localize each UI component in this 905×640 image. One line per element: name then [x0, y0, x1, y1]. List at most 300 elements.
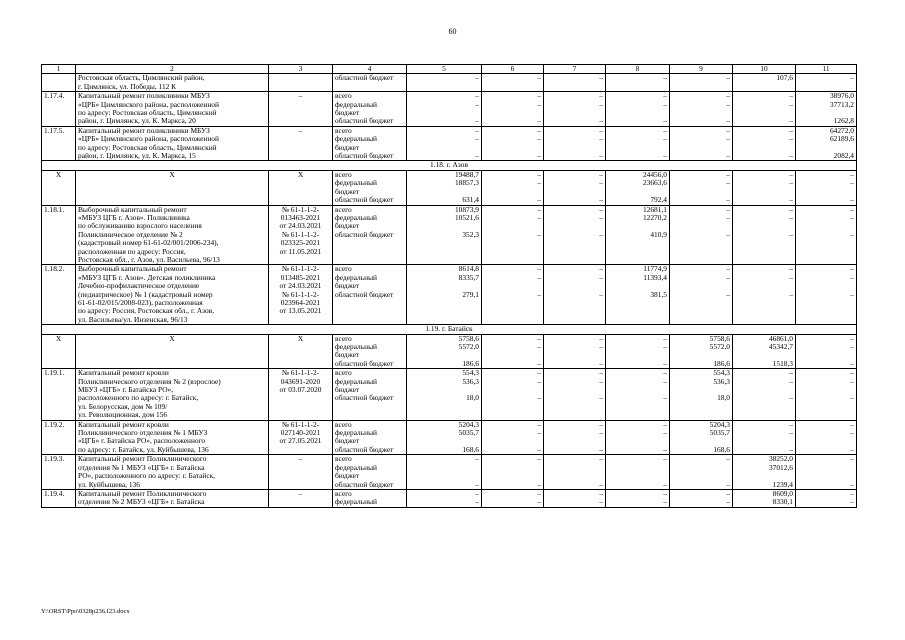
table-cell — [42, 135, 76, 143]
table-cell — [482, 437, 544, 445]
table-cell: – — [670, 498, 733, 507]
table-cell — [42, 231, 76, 239]
table-cell — [544, 239, 606, 247]
table-cell: – — [733, 446, 796, 455]
table-cell: – — [606, 126, 670, 135]
table-cell — [76, 351, 269, 359]
table-cell: федеральный — [333, 101, 407, 109]
table-cell: федеральный — [333, 214, 407, 222]
table-cell: областной бюджет — [333, 117, 407, 126]
table-cell — [670, 222, 733, 230]
table-cell: – — [670, 274, 733, 282]
table-cell: Выборочный капитальный ремонт — [76, 205, 269, 214]
table-cell: – — [482, 394, 544, 402]
table-cell: – — [482, 152, 544, 161]
table-cell: – — [407, 135, 482, 143]
table-cell: ул. Куйбышева, 136 — [76, 481, 269, 490]
table-cell: 631,4 — [407, 196, 482, 205]
table-cell: – — [482, 429, 544, 437]
table-cell — [482, 307, 544, 315]
table-cell — [733, 403, 796, 411]
table-cell: – — [606, 481, 670, 490]
table-cell: 19488,7 — [407, 170, 482, 179]
table-cell — [544, 437, 606, 445]
table-cell — [42, 472, 76, 480]
table-cell: федеральный — [333, 343, 407, 351]
table-cell: – — [544, 455, 606, 464]
table-cell — [269, 343, 333, 351]
table-cell — [333, 403, 407, 411]
table-cell: – — [482, 92, 544, 101]
table-cell — [269, 188, 333, 196]
table-cell: – — [670, 170, 733, 179]
table-cell: – — [733, 117, 796, 126]
table-cell: Х — [76, 170, 269, 179]
table-cell — [544, 464, 606, 472]
table-cell — [733, 282, 796, 290]
table-cell: – — [670, 265, 733, 274]
table-cell: – — [796, 360, 857, 369]
table-cell: – — [606, 343, 670, 351]
table-cell: 8330,1 — [733, 498, 796, 507]
table-cell: – — [733, 196, 796, 205]
table-cell: 023325-2021 — [269, 239, 333, 247]
table-cell — [42, 464, 76, 472]
table-cell — [670, 307, 733, 315]
table-cell: – — [796, 205, 857, 214]
table-cell: по адресу: г. Батайск, ул. Куйбышева, 136 — [76, 446, 269, 455]
table-cell — [42, 239, 76, 247]
table-cell: – — [482, 135, 544, 143]
table-cell: Ростовская обл., г. Азов, ул. Васильева, 96/13 — [76, 256, 269, 265]
table-cell: Капитальный ремонт Поликлинического — [76, 455, 269, 464]
table-cell — [482, 248, 544, 256]
table-cell: 18,0 — [670, 394, 733, 402]
table-cell: – — [733, 291, 796, 299]
table-cell: бюджет — [333, 472, 407, 480]
table-cell: 1.17.4. — [42, 92, 76, 101]
table-cell: – — [482, 101, 544, 109]
table-cell: – — [670, 179, 733, 187]
column-header: 11 — [796, 65, 857, 74]
table-cell: 64272,0 — [796, 126, 857, 135]
table-cell: отделения № 2 МБУЗ «ЦГБ» г. Батайска — [76, 498, 269, 507]
table-cell: – — [544, 265, 606, 274]
table-cell — [796, 307, 857, 315]
table-cell: 37713,2 — [796, 101, 857, 109]
table-cell: по адресу: Ростовская область, Цимлянский — [76, 109, 269, 117]
table-cell: Х — [42, 334, 76, 343]
table-cell: отделения № 1 МБУЗ «ЦГБ» г. Батайска — [76, 464, 269, 472]
table-cell: – — [407, 92, 482, 101]
table-cell: – — [544, 92, 606, 101]
table-cell: Поликлинического отделения № 1 МБУЗ — [76, 429, 269, 437]
table-cell: Капитальный ремонт кровли — [76, 369, 269, 378]
table-cell: – — [796, 378, 857, 386]
table-cell: – — [544, 170, 606, 179]
table-cell: – — [482, 446, 544, 455]
table-cell — [606, 411, 670, 420]
table-cell — [733, 239, 796, 247]
table-cell: – — [544, 420, 606, 429]
table-cell — [544, 472, 606, 480]
table-cell: 8609,0 — [733, 489, 796, 498]
table-cell: Х — [76, 334, 269, 343]
table-cell: – — [733, 92, 796, 101]
table-cell: – — [606, 334, 670, 343]
table-cell: федеральный — [333, 429, 407, 437]
table-cell: 8335,7 — [407, 274, 482, 282]
table-cell: 536,3 — [670, 378, 733, 386]
table-cell: – — [796, 420, 857, 429]
table-cell: 013485-2021 — [269, 274, 333, 282]
table-cell — [42, 274, 76, 282]
table-cell: – — [670, 489, 733, 498]
table-cell — [42, 429, 76, 437]
table-cell — [42, 109, 76, 117]
table-cell: 12270,2 — [606, 214, 670, 222]
table-cell: областной бюджет — [333, 446, 407, 455]
table-cell: – — [482, 378, 544, 386]
table-cell: – — [733, 179, 796, 187]
table-cell: 5204,3 — [407, 420, 482, 429]
table-cell: – — [670, 291, 733, 299]
table-cell — [544, 282, 606, 290]
table-cell — [670, 83, 733, 92]
table-cell: РО», расположенного по адресу: г. Батайск, — [76, 472, 269, 480]
table-cell — [269, 316, 333, 325]
table-cell: – — [407, 126, 482, 135]
table-row — [42, 472, 857, 480]
table-cell: – — [482, 179, 544, 187]
table-cell — [269, 74, 333, 83]
table-cell: ул. Революционная, дом 156 — [76, 411, 269, 420]
table-cell: 11774,9 — [606, 265, 670, 274]
table-cell — [482, 83, 544, 92]
table-cell: – — [733, 369, 796, 378]
table-cell: – — [796, 489, 857, 498]
table-cell: район, г. Цимлянск, ул. К. Маркса, 20 — [76, 117, 269, 126]
table-cell: – — [407, 101, 482, 109]
table-cell: – — [407, 498, 482, 507]
table-cell: район, г. Цимлянск, ул. К. Маркса, 15 — [76, 152, 269, 161]
table-cell: № 61-1-1-2- — [269, 205, 333, 214]
table-cell: – — [796, 429, 857, 437]
table-cell — [42, 282, 76, 290]
table-cell: – — [670, 92, 733, 101]
table-cell — [606, 144, 670, 152]
table-cell: – — [670, 101, 733, 109]
table-cell: – — [482, 369, 544, 378]
table-cell — [796, 316, 857, 325]
table-cell: – — [482, 117, 544, 126]
table-cell: 2082,4 — [796, 152, 857, 161]
table-cell: «МБУЗ ЦГБ г. Азов». Детская поликлиника — [76, 274, 269, 282]
table-cell — [407, 239, 482, 247]
table-cell: 23663,6 — [606, 179, 670, 187]
table-cell: 186,6 — [670, 360, 733, 369]
column-header: 10 — [733, 65, 796, 74]
table-cell: областной бюджет — [333, 291, 407, 299]
table-cell — [670, 411, 733, 420]
table-cell — [544, 144, 606, 152]
table-cell — [42, 152, 76, 161]
table-cell: – — [733, 429, 796, 437]
table-cell — [482, 239, 544, 247]
table-cell: – — [544, 429, 606, 437]
table-cell: 1.17.5. — [42, 126, 76, 135]
table-cell: – — [796, 291, 857, 299]
table-cell — [606, 316, 670, 325]
table-cell — [269, 403, 333, 411]
table-cell: – — [733, 394, 796, 402]
table-cell: – — [544, 214, 606, 222]
table-cell — [42, 343, 76, 351]
table-cell: Капитальный ремонт Поликлинического — [76, 489, 269, 498]
table-cell: 1.18.2. — [42, 265, 76, 274]
table-cell: федеральный — [333, 378, 407, 386]
table-cell: Х — [269, 170, 333, 179]
table-cell — [733, 316, 796, 325]
table-cell — [42, 351, 76, 359]
table-cell: – — [733, 135, 796, 143]
table-cell — [733, 411, 796, 420]
table-cell: бюджет — [333, 109, 407, 117]
table-cell — [733, 144, 796, 152]
table-cell: – — [482, 360, 544, 369]
table-cell — [544, 83, 606, 92]
table-cell — [407, 403, 482, 411]
table-cell: Капитальный ремонт поликлиники МБУЗ — [76, 92, 269, 101]
table-cell: (педиатрическое) № 1 (кадастровый номер — [76, 291, 269, 299]
table-cell — [544, 248, 606, 256]
table-cell — [42, 222, 76, 230]
table-cell — [42, 316, 76, 325]
table-cell: – — [796, 274, 857, 282]
table-cell — [796, 188, 857, 196]
table-cell: 5035,7 — [407, 429, 482, 437]
table-cell: от 24.03.2021 — [269, 282, 333, 290]
table-cell — [407, 83, 482, 92]
table-cell — [796, 248, 857, 256]
table-cell — [42, 394, 76, 402]
table-cell: ул. Васильева/ул. Инзенская, 96/13 — [76, 316, 269, 325]
table-cell: – — [544, 343, 606, 351]
table-cell — [76, 188, 269, 196]
table-cell: – — [544, 74, 606, 83]
table-cell: всего — [333, 420, 407, 429]
table-cell — [482, 411, 544, 420]
table-cell: бюджет — [333, 386, 407, 394]
table-cell: – — [796, 455, 857, 464]
table-cell: – — [606, 498, 670, 507]
table-cell: № 61-1-1-2- — [269, 265, 333, 274]
table-cell: – — [407, 74, 482, 83]
table-cell: – — [796, 231, 857, 239]
table-cell — [544, 109, 606, 117]
table-cell: расположенного по адресу: г. Батайск, — [76, 394, 269, 402]
table-cell — [269, 109, 333, 117]
table-cell: областной бюджет — [333, 394, 407, 402]
table-cell: – — [606, 117, 670, 126]
table-row — [42, 334, 857, 343]
table-row — [42, 179, 857, 187]
table-cell: бюджет — [333, 282, 407, 290]
table-cell: 5758,6 — [670, 334, 733, 343]
table-cell — [670, 464, 733, 472]
table-cell: – — [269, 455, 333, 464]
table-cell: 168,6 — [670, 446, 733, 455]
table-cell: – — [544, 369, 606, 378]
table-cell: – — [670, 214, 733, 222]
table-cell — [670, 403, 733, 411]
table-cell: – — [544, 446, 606, 455]
table-cell: – — [796, 394, 857, 402]
table-cell — [269, 117, 333, 126]
table-cell: – — [482, 420, 544, 429]
table-cell: 12681,1 — [606, 205, 670, 214]
table-cell: Х — [269, 334, 333, 343]
table-cell: 18857,3 — [407, 179, 482, 187]
table-cell — [482, 386, 544, 394]
table-cell: 536,3 — [407, 378, 482, 386]
table-cell — [670, 239, 733, 247]
table-cell — [544, 256, 606, 265]
table-cell — [407, 464, 482, 472]
table-cell — [407, 109, 482, 117]
table-cell — [269, 498, 333, 507]
table-cell: бюджет — [333, 188, 407, 196]
table-cell — [42, 437, 76, 445]
table-cell: – — [544, 135, 606, 143]
table-cell — [733, 248, 796, 256]
table-cell: – — [482, 334, 544, 343]
table-cell: 1.19.1. — [42, 369, 76, 378]
table-cell: – — [606, 92, 670, 101]
table-cell: всего — [333, 369, 407, 378]
table-cell: 1262,8 — [796, 117, 857, 126]
table-cell: Капитальный ремонт кровли — [76, 420, 269, 429]
table-cell — [269, 464, 333, 472]
table-cell — [796, 239, 857, 247]
table-cell: – — [606, 369, 670, 378]
table-cell: – — [482, 455, 544, 464]
table-cell — [606, 403, 670, 411]
table-cell — [269, 135, 333, 143]
table-cell: – — [482, 489, 544, 498]
table-cell — [42, 188, 76, 196]
table-cell: – — [269, 92, 333, 101]
table-row — [42, 498, 857, 507]
table-cell: – — [544, 378, 606, 386]
table-cell: 1.19.4. — [42, 489, 76, 498]
table-cell — [670, 472, 733, 480]
table-cell: 352,3 — [407, 231, 482, 239]
table-cell: – — [670, 481, 733, 490]
table-cell — [796, 437, 857, 445]
column-header: 4 — [333, 65, 407, 74]
table-cell — [796, 411, 857, 420]
table-row — [42, 343, 857, 351]
table-cell: – — [606, 378, 670, 386]
table-cell: бюджет — [333, 222, 407, 230]
table-cell: – — [544, 205, 606, 214]
table-cell: – — [544, 360, 606, 369]
table-cell: – — [606, 446, 670, 455]
table-cell: 043691-2020 — [269, 378, 333, 386]
table-cell: – — [482, 214, 544, 222]
table-cell: от 03.07.2020 — [269, 386, 333, 394]
table-cell: – — [796, 498, 857, 507]
table-cell — [544, 316, 606, 325]
table-cell: от 24.03.2021 — [269, 222, 333, 230]
section-title: 1.18. г. Азов — [42, 161, 857, 170]
table-cell — [733, 188, 796, 196]
table-cell — [606, 386, 670, 394]
table-cell — [269, 144, 333, 152]
table-cell — [42, 307, 76, 315]
table-cell — [42, 74, 76, 83]
table-cell: – — [407, 489, 482, 498]
table-cell: – — [733, 152, 796, 161]
table-cell — [269, 179, 333, 187]
table-cell: – — [544, 498, 606, 507]
table-cell — [670, 256, 733, 265]
table-cell: всего — [333, 170, 407, 179]
table-cell: Поликлинического отделения № 2 (взрослое) — [76, 378, 269, 386]
column-header: 3 — [269, 65, 333, 74]
table-cell: федеральный — [333, 274, 407, 282]
table-cell — [606, 307, 670, 315]
table-cell — [796, 386, 857, 394]
table-cell — [482, 299, 544, 307]
table-cell: – — [544, 196, 606, 205]
table-cell: – — [606, 455, 670, 464]
table-cell: 279,1 — [407, 291, 482, 299]
table-cell: – — [796, 265, 857, 274]
table-cell — [42, 179, 76, 187]
table-cell — [42, 386, 76, 394]
table-cell: 8614,8 — [407, 265, 482, 274]
budget-table — [41, 64, 857, 508]
table-cell — [269, 472, 333, 480]
table-cell: – — [606, 394, 670, 402]
table-cell — [544, 411, 606, 420]
table-cell: от 13.05.2021 — [269, 307, 333, 315]
table-cell: – — [670, 117, 733, 126]
table-cell: всего — [333, 205, 407, 214]
table-cell: – — [733, 265, 796, 274]
table-cell: 11393,4 — [606, 274, 670, 282]
table-cell: по адресу: Ростовская область, Цимлянский — [76, 144, 269, 152]
table-cell: 554,3 — [407, 369, 482, 378]
table-cell: от 27.05.2021 — [269, 437, 333, 445]
section-row — [42, 325, 857, 334]
table-body — [42, 74, 857, 507]
table-cell: – — [544, 117, 606, 126]
table-cell — [482, 472, 544, 480]
table-cell — [544, 351, 606, 359]
table-cell: – — [606, 74, 670, 83]
table-cell — [76, 179, 269, 187]
table-cell — [606, 239, 670, 247]
table-cell: областной бюджет — [333, 481, 407, 490]
table-cell: – — [606, 489, 670, 498]
table-cell: 5035,7 — [670, 429, 733, 437]
table-cell: областной бюджет — [333, 196, 407, 205]
table-cell: 1239,4 — [733, 481, 796, 490]
table-cell — [544, 307, 606, 315]
